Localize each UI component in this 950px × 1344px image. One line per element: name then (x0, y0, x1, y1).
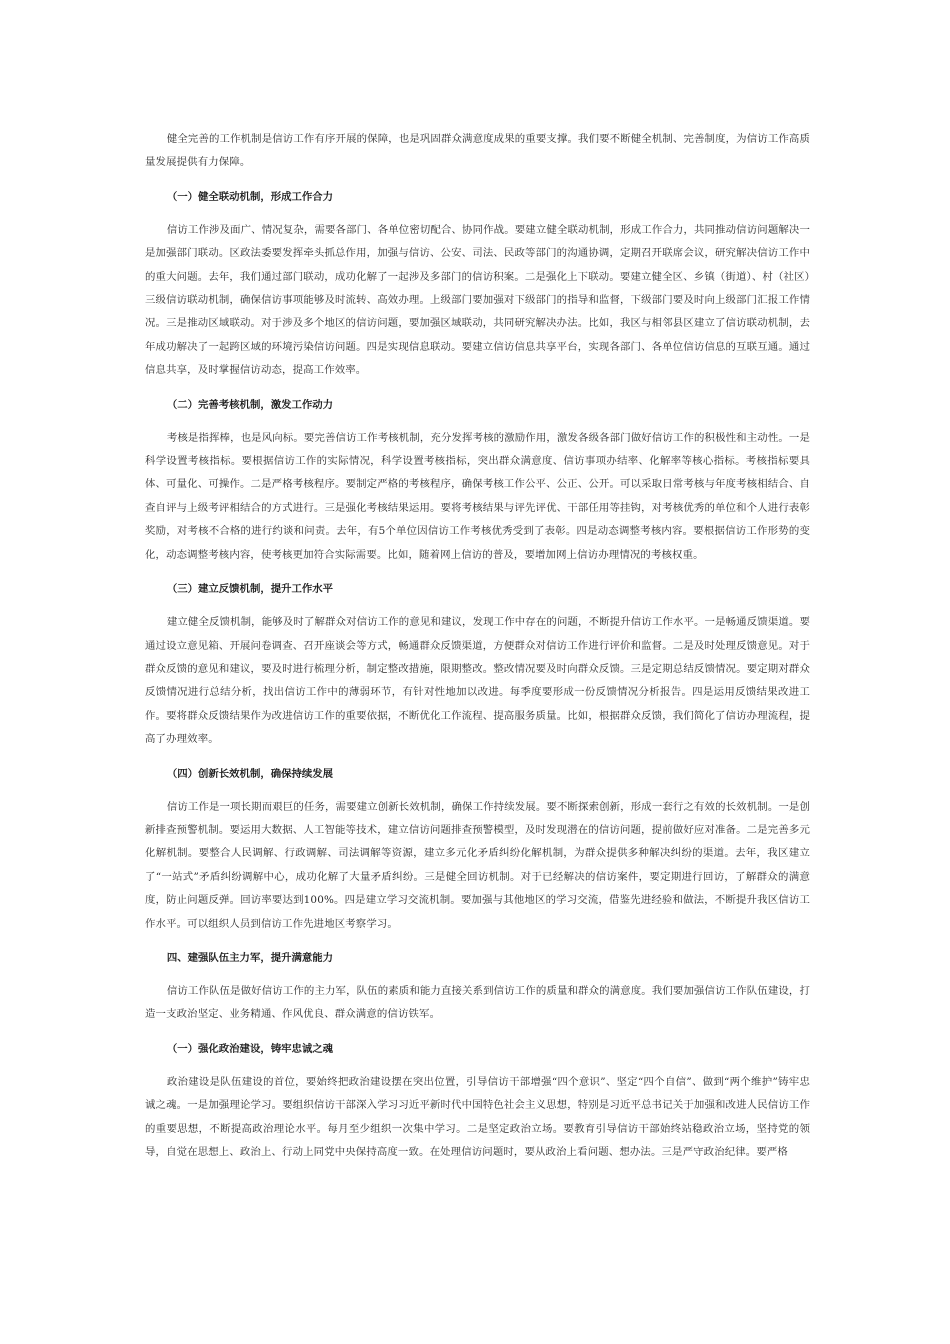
section-heading-political-building: （一）强化政治建设，铸牢忠诚之魂 (166, 1042, 334, 1055)
section-heading-linkage-mechanism: （一）健全联动机制，形成工作合力 (166, 190, 334, 203)
section-heading-assessment-mechanism: （二）完善考核机制，激发工作动力 (166, 398, 334, 411)
feedback-mechanism-paragraph: 建立健全反馈机制，能够及时了解群众对信访工作的意见和建议，发现工作中存在的问题，不断提升信访工作水平。一是畅通反馈渠道。要通过设立意见箱、开展问卷调查、召开座谈会等方式，畅通群众反馈渠道，方便群众对信访工作进行评价和监督。二是及时处理反馈意见。对于群众反馈的意见和建议，要及时进行梳理分析，制定整改措施，限期整改。整改情况要及时向群众反馈。三是定期总结反馈情况。要定期对群众反馈情况进行总结分析，找出信访工作中的薄弱环节，有针对性地加以改进。每季度要形成一份反馈情况分析报告。四是运用反馈结果改进工作。要将群众反馈结果作为改进信访工作的重要依据，不断优化工作流程、提高服务质量。比如，根据群众反馈，我们简化了信访办理流程，提高了办理效率。 (145, 616, 810, 746)
long-term-mechanism-paragraph: 信访工作是一项长期而艰巨的任务，需要建立创新长效机制，确保工作持续发展。要不断探索创新，形成一套行之有效的长效机制。一是创新排查预警机制。要运用大数据、人工智能等技术，建立信访问题排查预警模型，及时发现潜在的信访问题，提前做好应对准备。二是完善多元化解机制。要整合人民调解、行政调解、司法调解等资源，建立多元化矛盾纠纷化解机制，为群众提供多种解决纠纷的渠道。去年，我区建立了“一站式”矛盾纠纷调解中心，成功化解了大量矛盾纠纷。三是健全回访机制。对于已经解决的信访案件，要定期进行回访，了解群众的满意度，防止问题反弹。回访率要达到100%。四是建立学习交流机制。要加强与其他地区的学习交流，借鉴先进经验和做法，不断提升我区信访工作水平。可以组织人员到信访工作先进地区考察学习。 (145, 800, 810, 930)
political-building-paragraph: 政治建设是队伍建设的首位，要始终把政治建设摆在突出位置，引导信访干部增强“四个意识”、坚定“四个自信”、做到“两个维护”铸牢忠诚之魂。一是加强理论学习。要组织信访干部深入学习习近平新时代中国特色社会主义思想，特别是习近平总书记关于加强和改进人民信访工作的重要思想，不断提高政治理论水平。每月至少组织一次集中学习。二是坚定政治立场。要教育引导信访干部始终站稳政治立场，坚持党的领导，自觉在思想上、政治上、行动上同党中央保持高度一致。在处理信访问题时，要从政治上看问题、想办法。三是严守政治纪律。要严格 (145, 1075, 810, 1158)
section-heading-long-term-mechanism: （四）创新长效机制，确保持续发展 (166, 767, 334, 780)
intro-paragraph: 健全完善的工作机制是信访工作有序开展的保障，也是巩固群众满意度成果的重要支撑。我们要不断健全机制、完善制度，为信访工作高质量发展提供有力保障。 (145, 133, 810, 169)
assessment-mechanism-paragraph: 考核是指挥棒，也是风向标。要完善信访工作考核机制，充分发挥考核的激励作用，激发各级各部门做好信访工作的积极性和主动性。一是科学设置考核指标。要根据信访工作的实际情况，科学设置考核指标，突出群众满意度、信访事项办结率、化解率等核心指标。考核指标要具体、可量化、可操作。二是严格考核程序。要制定严格的考核程序，确保考核工作公平、公正、公开。可以采取日常考核与年度考核相结合、自查自评与上级考评相结合的方式进行。三是强化考核结果运用。要将考核结果与评先评优、干部任用等挂钩，对考核优秀的单位和个人进行表彰奖励，对考核不合格的进行约谈和问责。去年，有5个单位因信访工作考核优秀受到了表彰。四是动态调整考核内容。要根据信访工作形势的变化，动态调整考核内容，使考核更加符合实际需要。比如，随着网上信访的普及，要增加网上信访办理情况的考核权重。 (145, 431, 810, 561)
document-page (145, 128, 810, 1178)
section-heading-feedback-mechanism: （三）建立反馈机制，提升工作水平 (166, 583, 334, 596)
team-building-paragraph: 信访工作队伍是做好信访工作的主力军，队伍的素质和能力直接关系到信访工作的质量和群众的满意度。我们要加强信访工作队伍建设，打造一支政治坚定、业务精通、作风优良、群众满意的信访铁军。 (145, 984, 810, 1021)
linkage-mechanism-paragraph: 信访工作涉及面广、情况复杂，需要各部门、各单位密切配合、协同作战。要建立健全联动机制，形成工作合力，共同推动信访问题解决一是加强部门联动。区政法委要发挥牵头抓总作用，加强与信访、公安、司法、民政等部门的沟通协调，定期召开联席会议，研究解决信访工作中的重大问题。去年，我们通过部门联动，成功化解了一起涉及多部门的信访积案。二是强化上下联动。要建立健全区、乡镇（街道）、村（社区）三级信访联动机制，确保信访事项能够及时流转、高效办理。上级部门要加强对下级部门的指导和监督，下级部门要及时向上级部门汇报工作情况。三是推动区域联动。对于涉及多个地区的信访问题，要加强区域联动，共同研究解决办法。比如，我区与相邻县区建立了信访联动机制，去年成功解决了一起跨区域的环境污染信访问题。四是实现信息联动。要建立信访信息共享平台，实现各部门、各单位信访信息的互联互通。通过信息共享，及时掌握信访动态，提高工作效率。 (145, 223, 810, 377)
chapter-heading-team-building: 四、建强队伍主力军，提升满意能力 (166, 951, 334, 964)
